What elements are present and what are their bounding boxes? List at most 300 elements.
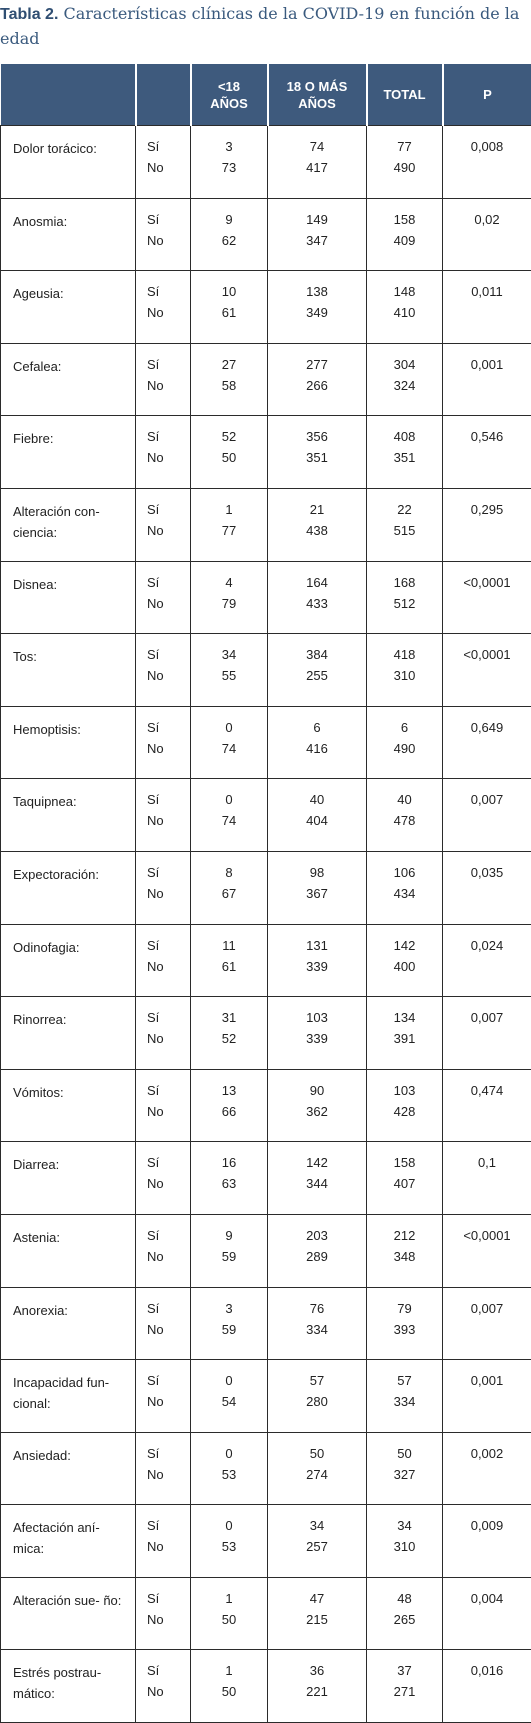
answer-cell [136,126,191,199]
answer-no: No [147,302,190,323]
total-cell [367,924,443,997]
answer-si: Sí [147,572,190,593]
adult-no-value: 274 [268,1464,366,1485]
adult-cell [268,488,367,561]
under18-no-value: 63 [191,1173,267,1194]
answer-si: Sí [147,354,190,375]
adult-si-value: 36 [268,1660,366,1681]
p-value-cell: 0,016 [443,1650,531,1723]
total-no-value: 334 [367,1391,442,1412]
answer-no: No [147,447,190,468]
symptom-label: Anosmia: [1,198,136,271]
under18-cell [191,1577,268,1650]
total-no-value: 478 [367,810,442,831]
adult-cell [268,1287,367,1360]
under18-cell [191,198,268,271]
symptom-label: Ageusia: [1,271,136,344]
adult-si-value: 74 [268,136,366,157]
answer-no: No [147,956,190,977]
answer-cell [136,1287,191,1360]
adult-si-value: 164 [268,572,366,593]
under18-cell [191,1287,268,1360]
answer-si: Sí [147,136,190,157]
answer-cell [136,1214,191,1287]
total-no-value: 407 [367,1173,442,1194]
total-cell [367,1360,443,1433]
table-row [1,779,531,852]
under18-si-value: 0 [191,1443,267,1464]
p-value-cell: 0,011 [443,271,531,344]
total-si-value: 40 [367,789,442,810]
table-row [1,1432,531,1505]
header-18plus-label: 18 O MÁS AÑOS [277,78,357,112]
table-row [1,924,531,997]
under18-cell [191,561,268,634]
answer-no: No [147,1681,190,1702]
under18-si-value: 9 [191,209,267,230]
answer-no: No [147,1246,190,1267]
table-body [1,126,531,1723]
header-p [443,64,531,126]
under18-no-value: 54 [191,1391,267,1412]
answer-no: No [147,1028,190,1049]
answer-no: No [147,738,190,759]
total-si-value: 34 [367,1515,442,1536]
under18-cell [191,126,268,199]
total-cell [367,706,443,779]
under18-no-value: 79 [191,593,267,614]
adult-cell [268,1142,367,1215]
total-cell [367,851,443,924]
header-total [367,64,443,126]
header-total-label: TOTAL [383,87,425,102]
under18-cell [191,1360,268,1433]
total-no-value: 490 [367,738,442,759]
total-cell [367,1287,443,1360]
under18-si-value: 52 [191,426,267,447]
total-si-value: 158 [367,209,442,230]
adult-no-value: 438 [268,520,366,541]
adult-no-value: 289 [268,1246,366,1267]
answer-si: Sí [147,1007,190,1028]
total-cell [367,1214,443,1287]
under18-no-value: 50 [191,1609,267,1630]
answer-cell [136,416,191,489]
answer-si: Sí [147,1152,190,1173]
symptom-label: Dolor torácico: [1,126,136,199]
under18-cell [191,1069,268,1142]
under18-cell [191,706,268,779]
total-cell [367,1577,443,1650]
total-si-value: 408 [367,426,442,447]
answer-no: No [147,1536,190,1557]
adult-cell [268,851,367,924]
answer-si: Sí [147,499,190,520]
answer-no: No [147,375,190,396]
total-no-value: 391 [367,1028,442,1049]
table-row [1,1287,531,1360]
adult-cell [268,1432,367,1505]
total-si-value: 304 [367,354,442,375]
adult-si-value: 131 [268,935,366,956]
under18-no-value: 62 [191,230,267,251]
adult-si-value: 277 [268,354,366,375]
total-cell [367,1069,443,1142]
adult-no-value: 404 [268,810,366,831]
p-value-cell: 0,649 [443,706,531,779]
answer-no: No [147,1173,190,1194]
under18-cell [191,1214,268,1287]
adult-cell [268,561,367,634]
header-answer [136,64,191,126]
total-cell [367,1505,443,1578]
under18-no-value: 52 [191,1028,267,1049]
answer-si: Sí [147,1660,190,1681]
adult-cell [268,924,367,997]
answer-no: No [147,1391,190,1412]
adult-no-value: 362 [268,1101,366,1122]
p-value-cell: 0,008 [443,126,531,199]
adult-si-value: 47 [268,1588,366,1609]
p-value-cell: 0,295 [443,488,531,561]
total-cell [367,488,443,561]
answer-no: No [147,593,190,614]
answer-no: No [147,1464,190,1485]
total-si-value: 37 [367,1660,442,1681]
adult-no-value: 221 [268,1681,366,1702]
total-cell [367,416,443,489]
answer-no: No [147,810,190,831]
adult-cell [268,1650,367,1723]
total-cell [367,198,443,271]
adult-si-value: 6 [268,717,366,738]
table-row [1,706,531,779]
adult-cell [268,271,367,344]
adult-cell [268,997,367,1070]
total-cell [367,634,443,707]
total-si-value: 134 [367,1007,442,1028]
total-cell [367,271,443,344]
symptom-label: Afectación aní- mica: [1,1505,136,1578]
under18-cell [191,1142,268,1215]
adult-si-value: 356 [268,426,366,447]
under18-cell [191,851,268,924]
symptom-label: Vómitos: [1,1069,136,1142]
under18-si-value: 16 [191,1152,267,1173]
adult-no-value: 416 [268,738,366,759]
adult-si-value: 138 [268,281,366,302]
adult-no-value: 255 [268,665,366,686]
header-18plus [268,64,367,126]
header-under18-label: <18 AÑOS [205,78,253,112]
under18-cell [191,271,268,344]
under18-cell [191,779,268,852]
under18-no-value: 74 [191,810,267,831]
adult-si-value: 98 [268,862,366,883]
p-value-cell: 0,007 [443,997,531,1070]
answer-cell [136,271,191,344]
adult-si-value: 21 [268,499,366,520]
table-row [1,198,531,271]
table-title: Características clínicas de la COVID-19 en función de la edad [0,4,519,48]
p-value-cell: <0,0001 [443,634,531,707]
under18-si-value: 1 [191,1660,267,1681]
total-cell [367,779,443,852]
adult-cell [268,416,367,489]
symptom-label: Taquipnea: [1,779,136,852]
answer-cell [136,1142,191,1215]
symptom-label: Hemoptisis: [1,706,136,779]
p-value-cell: 0,001 [443,1360,531,1433]
total-si-value: 77 [367,136,442,157]
table-number: Tabla 2. [0,6,58,23]
under18-cell [191,1505,268,1578]
under18-si-value: 0 [191,717,267,738]
total-no-value: 324 [367,375,442,396]
adult-cell [268,779,367,852]
under18-cell [191,997,268,1070]
answer-no: No [147,665,190,686]
total-si-value: 212 [367,1225,442,1246]
under18-si-value: 27 [191,354,267,375]
total-no-value: 515 [367,520,442,541]
p-value-cell: 0,001 [443,343,531,416]
table-row [1,1142,531,1215]
symptom-label: Tos: [1,634,136,707]
total-no-value: 409 [367,230,442,251]
answer-no: No [147,1319,190,1340]
adult-no-value: 347 [268,230,366,251]
total-si-value: 50 [367,1443,442,1464]
total-no-value: 393 [367,1319,442,1340]
total-cell [367,1142,443,1215]
table-row [1,488,531,561]
p-value-cell: 0,007 [443,1287,531,1360]
under18-cell [191,634,268,707]
answer-no: No [147,1101,190,1122]
symptom-label: Cefalea: [1,343,136,416]
p-value-cell: <0,0001 [443,561,531,634]
under18-cell [191,1650,268,1723]
adult-cell [268,126,367,199]
answer-no: No [147,1609,190,1630]
table-header [1,64,531,126]
total-cell [367,997,443,1070]
under18-si-value: 3 [191,136,267,157]
table-row [1,561,531,634]
total-no-value: 410 [367,302,442,323]
under18-no-value: 50 [191,447,267,468]
adult-cell [268,1505,367,1578]
answer-cell [136,851,191,924]
symptom-label: Rinorrea: [1,997,136,1070]
total-si-value: 6 [367,717,442,738]
total-si-value: 158 [367,1152,442,1173]
answer-cell [136,488,191,561]
total-no-value: 512 [367,593,442,614]
under18-no-value: 67 [191,883,267,904]
table-row [1,997,531,1070]
under18-cell [191,924,268,997]
adult-no-value: 344 [268,1173,366,1194]
header-under18 [191,64,268,126]
answer-si: Sí [147,1080,190,1101]
table-row [1,1505,531,1578]
adult-si-value: 34 [268,1515,366,1536]
adult-no-value: 349 [268,302,366,323]
adult-no-value: 339 [268,1028,366,1049]
clinical-characteristics-table [0,64,531,1723]
header-symptom [1,64,136,126]
under18-no-value: 74 [191,738,267,759]
answer-cell [136,997,191,1070]
adult-cell [268,1360,367,1433]
under18-no-value: 59 [191,1246,267,1267]
answer-si: Sí [147,935,190,956]
p-value-cell: 0,02 [443,198,531,271]
under18-no-value: 77 [191,520,267,541]
under18-si-value: 9 [191,1225,267,1246]
table-row [1,851,531,924]
symptom-label: Odinofagia: [1,924,136,997]
answer-no: No [147,230,190,251]
answer-no: No [147,520,190,541]
adult-no-value: 280 [268,1391,366,1412]
adult-si-value: 103 [268,1007,366,1028]
total-si-value: 22 [367,499,442,520]
answer-cell [136,634,191,707]
symptom-label: Disnea: [1,561,136,634]
answer-no: No [147,157,190,178]
table-row [1,1069,531,1142]
adult-si-value: 90 [268,1080,366,1101]
table-row [1,126,531,199]
p-value-cell: 0,546 [443,416,531,489]
adult-cell [268,634,367,707]
table-row [1,416,531,489]
answer-cell [136,198,191,271]
answer-cell [136,1069,191,1142]
total-si-value: 168 [367,572,442,593]
p-value-cell: 0,007 [443,779,531,852]
adult-cell [268,706,367,779]
answer-cell [136,924,191,997]
total-si-value: 57 [367,1370,442,1391]
answer-si: Sí [147,1588,190,1609]
total-si-value: 418 [367,644,442,665]
p-value-cell: 0,009 [443,1505,531,1578]
answer-si: Sí [147,717,190,738]
under18-si-value: 0 [191,1515,267,1536]
adult-cell [268,343,367,416]
answer-cell [136,706,191,779]
header-row [1,64,531,126]
adult-si-value: 149 [268,209,366,230]
answer-cell [136,1360,191,1433]
answer-si: Sí [147,789,190,810]
adult-no-value: 351 [268,447,366,468]
adult-si-value: 76 [268,1298,366,1319]
adult-no-value: 215 [268,1609,366,1630]
under18-cell [191,416,268,489]
under18-cell [191,488,268,561]
answer-cell [136,779,191,852]
p-value-cell: 0,004 [443,1577,531,1650]
adult-si-value: 40 [268,789,366,810]
under18-no-value: 53 [191,1536,267,1557]
total-cell [367,1432,443,1505]
under18-si-value: 1 [191,1588,267,1609]
adult-si-value: 384 [268,644,366,665]
table-row [1,1360,531,1433]
adult-si-value: 50 [268,1443,366,1464]
answer-si: Sí [147,1298,190,1319]
p-value-cell: 0,474 [443,1069,531,1142]
total-si-value: 48 [367,1588,442,1609]
symptom-label: Fiebre: [1,416,136,489]
answer-si: Sí [147,1515,190,1536]
under18-si-value: 10 [191,281,267,302]
under18-no-value: 58 [191,375,267,396]
header-p-label: P [483,87,492,102]
under18-si-value: 4 [191,572,267,593]
total-si-value: 79 [367,1298,442,1319]
symptom-label: Anorexia: [1,1287,136,1360]
answer-cell [136,1650,191,1723]
answer-si: Sí [147,862,190,883]
adult-no-value: 334 [268,1319,366,1340]
p-value-cell: 0,002 [443,1432,531,1505]
adult-no-value: 266 [268,375,366,396]
adult-cell [268,198,367,271]
table-row [1,271,531,344]
total-si-value: 103 [367,1080,442,1101]
under18-si-value: 11 [191,935,267,956]
total-no-value: 434 [367,883,442,904]
table-row [1,1214,531,1287]
total-cell [367,561,443,634]
under18-cell [191,343,268,416]
under18-si-value: 34 [191,644,267,665]
symptom-label: Astenia: [1,1214,136,1287]
under18-no-value: 59 [191,1319,267,1340]
total-no-value: 428 [367,1101,442,1122]
under18-no-value: 50 [191,1681,267,1702]
total-cell [367,343,443,416]
table-row [1,634,531,707]
under18-si-value: 13 [191,1080,267,1101]
adult-no-value: 339 [268,956,366,977]
adult-no-value: 257 [268,1536,366,1557]
total-si-value: 148 [367,281,442,302]
answer-si: Sí [147,644,190,665]
total-no-value: 310 [367,665,442,686]
symptom-label: Incapacidad fun- cional: [1,1360,136,1433]
total-no-value: 490 [367,157,442,178]
total-no-value: 351 [367,447,442,468]
under18-si-value: 0 [191,1370,267,1391]
under18-no-value: 55 [191,665,267,686]
total-cell [367,1650,443,1723]
table-caption [0,2,531,51]
symptom-label: Alteración sue- ño: [1,1577,136,1650]
symptom-label: Ansiedad: [1,1432,136,1505]
answer-cell [136,1577,191,1650]
answer-cell [136,561,191,634]
under18-no-value: 66 [191,1101,267,1122]
under18-si-value: 31 [191,1007,267,1028]
total-no-value: 310 [367,1536,442,1557]
